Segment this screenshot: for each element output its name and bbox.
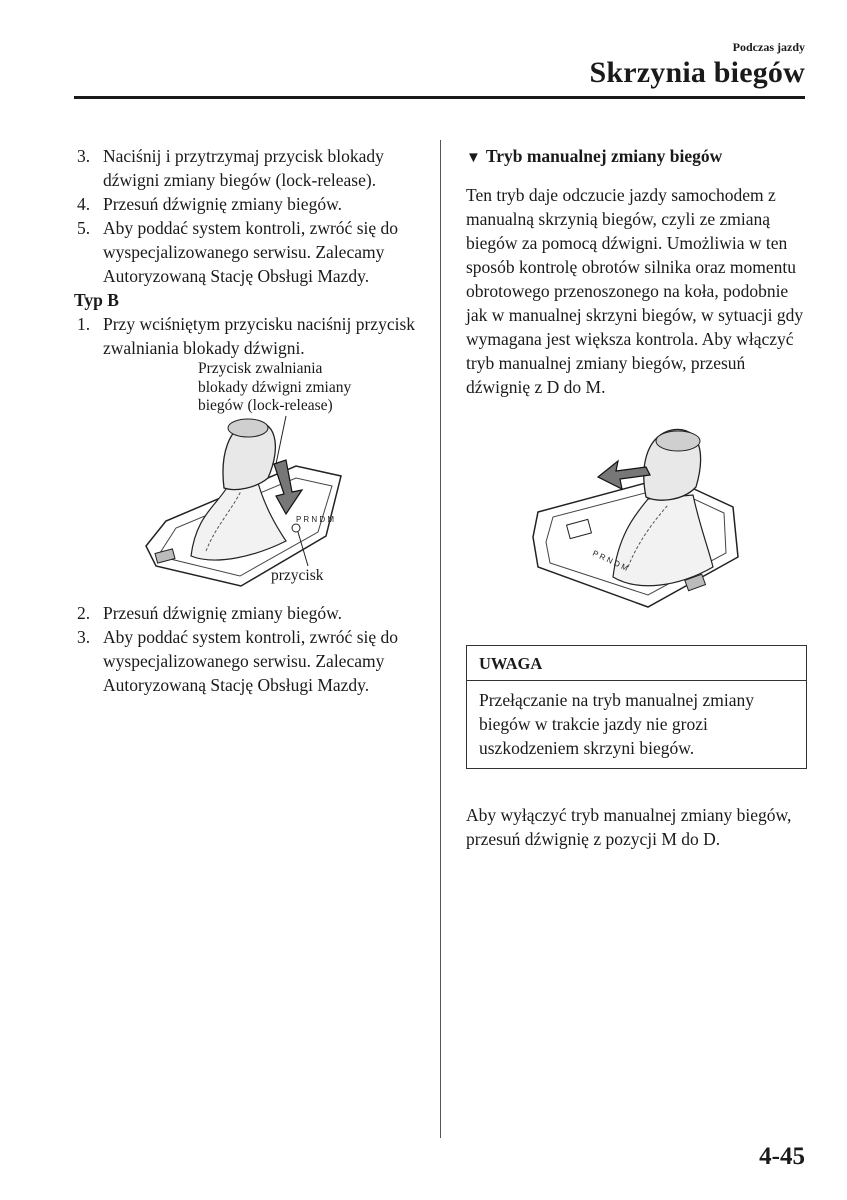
note-title: UWAGA: [467, 646, 806, 681]
lock-release-callout: [198, 360, 418, 416]
step-text: Aby poddać system kontroli, zwróć się do wyspecjalizowanego serwisu. Zalecamy Autoryzowaną Stację Obsługi Mazdy.: [103, 218, 399, 286]
button-callout: przycisk: [271, 567, 324, 584]
left-column: [74, 144, 424, 697]
steps-list-3: [74, 601, 424, 697]
note-box: [466, 645, 807, 769]
step-text: Przesuń dźwignię zmiany biegów.: [103, 194, 342, 214]
callout-leader-line: [276, 416, 286, 464]
step-text: Aby poddać system kontroli, zwróć się do wyspecjalizowanego serwisu. Zalecamy Autoryzowaną Stację Obsługi Mazdy.: [103, 627, 399, 695]
list-item: [74, 312, 424, 360]
header-rule: [74, 96, 805, 99]
manual-shift-illustration: [528, 417, 748, 617]
callout-line: blokady dźwigni zmiany: [198, 378, 352, 396]
step-number: 2.: [77, 603, 91, 623]
page-number: 4-45: [759, 1143, 805, 1170]
knob-top: [656, 431, 700, 451]
callout-line: biegów (lock-release): [198, 397, 333, 414]
step-number: 5.: [77, 218, 91, 238]
gear-letters: P R N D M: [591, 548, 630, 573]
step-number: 3.: [77, 146, 91, 166]
steps-list-2: [74, 312, 424, 360]
manual-mode-figure: [466, 407, 811, 619]
shift-lever-figure-type-b: [74, 360, 424, 600]
section-heading: [466, 144, 811, 170]
knob-top: [228, 419, 268, 437]
list-item: [74, 144, 424, 192]
typ-b-heading: Typ B: [74, 290, 119, 310]
list-item: [74, 625, 424, 697]
column-divider: [440, 140, 441, 1138]
list-item: [74, 601, 424, 625]
step-text: Przesuń dźwignię zmiany biegów.: [103, 603, 342, 623]
list-item: [74, 192, 424, 216]
deactivate-paragraph: Aby wyłączyć tryb manualnej zmiany biegów, przesuń dźwignię z pozycji M do D.: [466, 805, 792, 849]
step-text: Przy wciśniętym przycisku naciśnij przycisk zwalniania blokady dźwigni.: [103, 314, 416, 358]
header-section-label: Podczas jazdy: [732, 40, 805, 54]
manual-mode-paragraph: Ten tryb daje odczucie jazdy samochodem z manualną skrzynią biegów, czyli ze zmianą biegów za pomocą dźwigni. Umożliwia w ten sposób kontrolę obrotów silnika oraz momentu obrotowego przenoszonego na koła, podobnie jak w manualnej skrzyni biegów, w sytuacji gdy wymagana jest większa kontrola. Aby włączyć tryb manualnej zmiany biegów, przesuń dźwignię z D do M.: [466, 185, 804, 397]
step-number: 1.: [77, 314, 91, 334]
step-text: Naciśnij i przytrzymaj przycisk blokady dźwigni zmiany biegów (lock-release).: [103, 146, 384, 190]
section-heading-text: Tryb manualnej zmiany biegów: [485, 146, 723, 166]
list-item: [74, 216, 424, 288]
triangle-marker-icon: ▼: [466, 150, 481, 166]
step-number: 4.: [77, 194, 91, 214]
gear-letters: P R N D M: [296, 515, 335, 524]
right-column: [466, 144, 811, 851]
page-title: Skrzynia biegów: [589, 56, 805, 89]
steps-list-1: [74, 144, 424, 288]
callout-line: Przycisk zwalniania: [198, 360, 323, 377]
note-text: Przełączanie na tryb manualnej zmiany biegów w trakcie jazdy nie grozi uszkodzeniem skrzyni biegów.: [479, 690, 755, 758]
step-number: 3.: [77, 627, 91, 647]
